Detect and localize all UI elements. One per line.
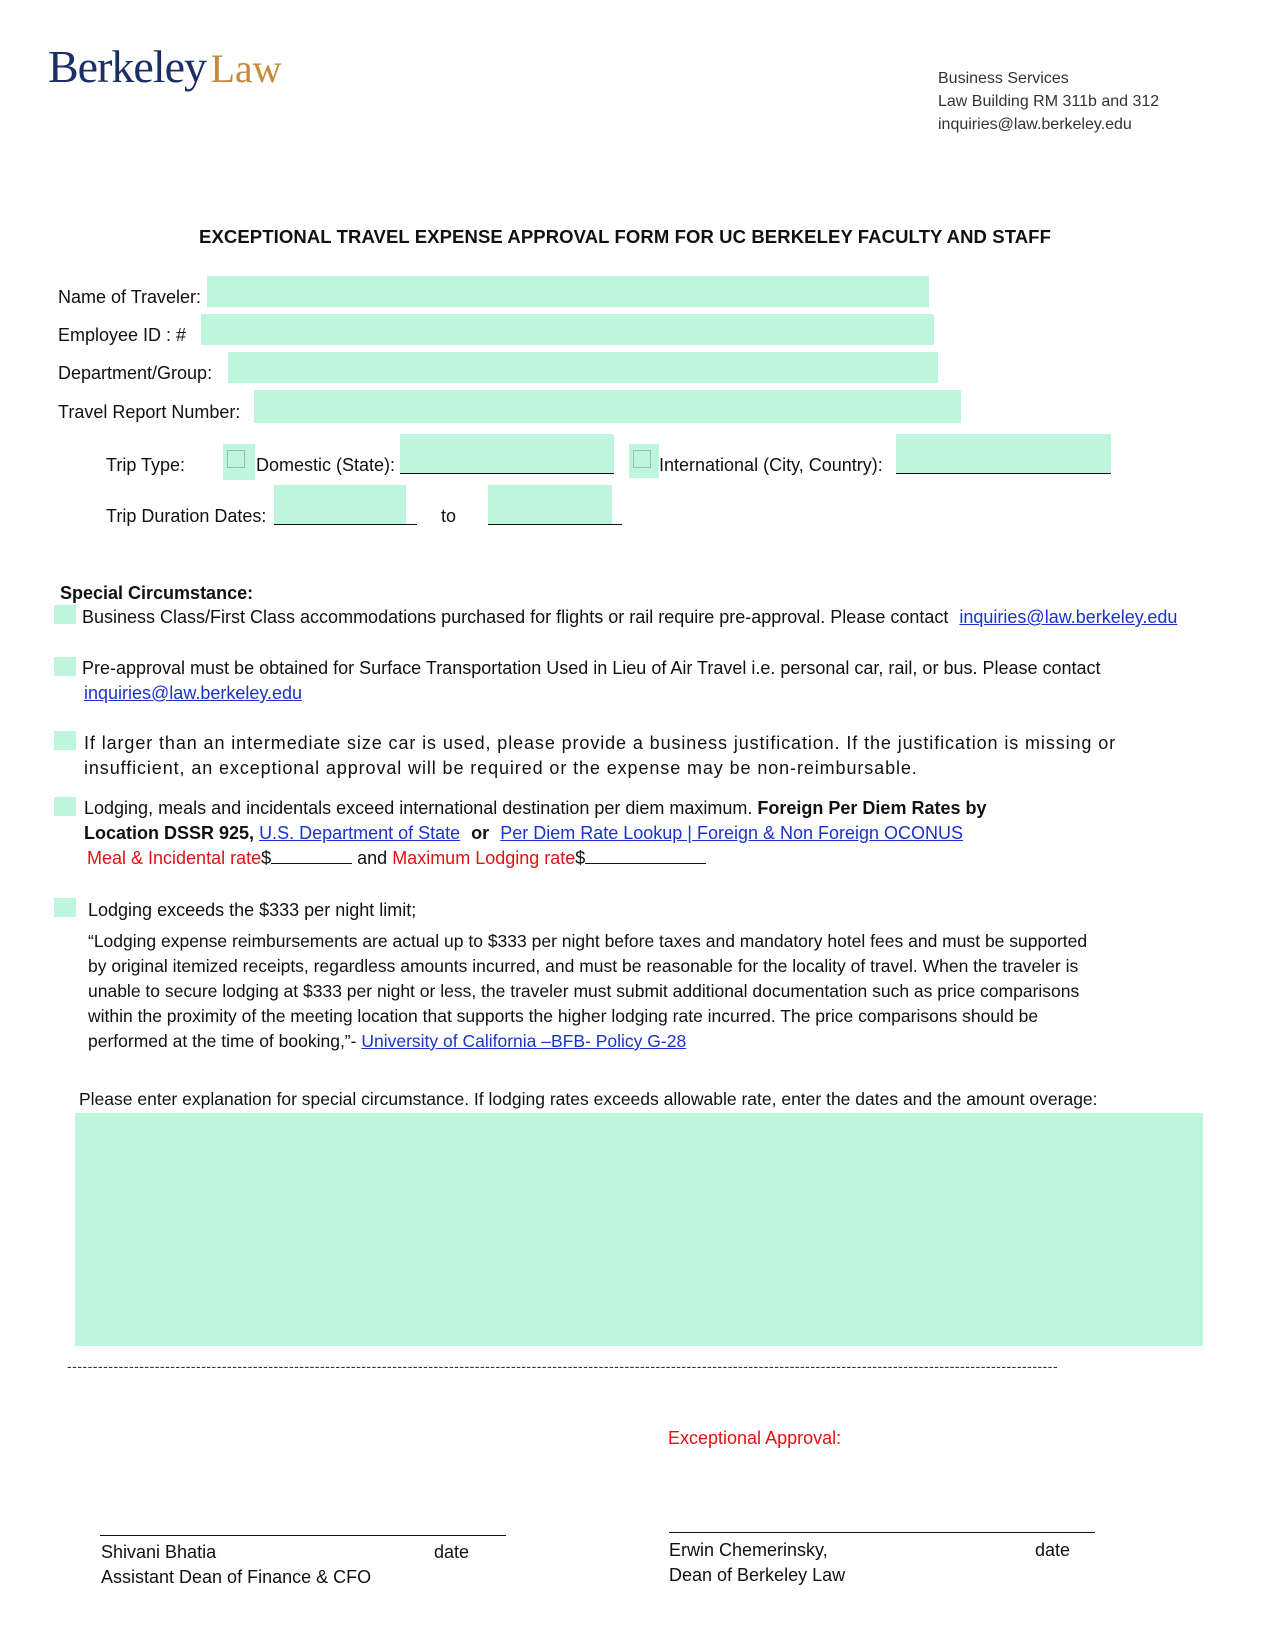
international-underline bbox=[896, 473, 1111, 474]
meal-incidental-blank[interactable] bbox=[271, 847, 352, 864]
signature-line-1[interactable] bbox=[100, 1535, 506, 1536]
cut-line-separator: ------------------------------------------------------------------------------------------------------------------------------------------------------------------------------------------------ bbox=[67, 1358, 1059, 1374]
larger-car-checkbox[interactable] bbox=[54, 731, 76, 750]
quote-line-3: unable to secure lodging at $333 per night or less, the traveler must submit additional documentation such as price comparisons bbox=[88, 981, 1080, 1001]
address-line-2: Law Building RM 311b and 312 bbox=[938, 93, 1160, 110]
lodging-limit-checkbox[interactable] bbox=[54, 898, 76, 917]
department-label: Department/Group: bbox=[58, 363, 213, 383]
per-diem-line-2 bbox=[84, 823, 963, 844]
lodging-dollar-sign: $ bbox=[575, 848, 586, 868]
per-diem-rate-lookup-link[interactable]: Per Diem Rate Lookup | Foreign & Non Foreign OCONUS bbox=[500, 823, 964, 843]
berkeley-law-logo bbox=[48, 40, 282, 93]
trip-end-date-field[interactable] bbox=[488, 485, 612, 525]
trip-start-date-field[interactable] bbox=[274, 485, 406, 525]
surface-transport-email-link[interactable]: inquiries@law.berkeley.edu bbox=[84, 683, 303, 703]
quote-line-1: “Lodging expense reimbursements are actual up to $333 per night before taxes and mandatory hotel fees and must be supported bbox=[88, 931, 1088, 951]
employee-id-field[interactable] bbox=[201, 314, 934, 345]
quote-line-4: within the proximity of the meeting location that supports the higher lodging rate incurred. The price comparisons should be bbox=[88, 1006, 1039, 1026]
address-line-1: Business Services bbox=[938, 70, 1069, 87]
international-label: International (City, Country): bbox=[659, 455, 883, 475]
domestic-state-field[interactable] bbox=[400, 434, 614, 474]
explanation-label: Please enter explanation for special circumstance. If lodging rates exceeds allowable rate, enter the dates and the amount overage: bbox=[79, 1089, 1098, 1109]
trip-start-underline bbox=[274, 524, 417, 525]
logo-word-berkeley: Berkeley bbox=[48, 41, 207, 92]
name-of-traveler-field[interactable] bbox=[207, 276, 929, 307]
signer-2-name: Erwin Chemerinsky, bbox=[669, 1540, 828, 1560]
travel-report-number-field[interactable] bbox=[254, 390, 961, 423]
per-diem-line-1 bbox=[84, 798, 986, 819]
per-diem-desc: Lodging, meals and incidentals exceed international destination per diem maximum. bbox=[84, 798, 753, 818]
trip-duration-label: Trip Duration Dates: bbox=[106, 506, 267, 526]
signer-1-name: Shivani Bhatia bbox=[101, 1542, 217, 1562]
international-city-field[interactable] bbox=[896, 434, 1111, 474]
us-department-of-state-link[interactable]: U.S. Department of State bbox=[259, 823, 461, 843]
checkbox-square-icon bbox=[227, 450, 245, 468]
per-diem-checkbox[interactable] bbox=[54, 797, 76, 816]
special-circumstance-heading: Special Circumstance: bbox=[60, 583, 254, 603]
explanation-textarea[interactable] bbox=[75, 1113, 1203, 1346]
meal-dollar-sign: $ bbox=[261, 848, 272, 868]
max-lodging-label: Maximum Lodging rate bbox=[392, 848, 576, 868]
quote-line-2: by original itemized receipts, regardless amounts incurred, and must be reasonable for the locality of travel. When the traveler is bbox=[88, 956, 1079, 976]
trip-end-underline bbox=[488, 524, 622, 525]
and-label: and bbox=[357, 848, 388, 868]
department-field[interactable] bbox=[228, 352, 938, 383]
lodging-policy-quote bbox=[88, 929, 1087, 1054]
checkbox-square-icon bbox=[633, 450, 651, 468]
domestic-checkbox[interactable] bbox=[223, 444, 255, 480]
domestic-label: Domestic (State): bbox=[256, 455, 396, 475]
surface-transport-checkbox[interactable] bbox=[54, 657, 76, 676]
signer-1-title: Assistant Dean of Finance & CFO bbox=[101, 1567, 372, 1587]
max-lodging-blank[interactable] bbox=[585, 847, 706, 864]
to-label: to bbox=[441, 506, 457, 526]
international-checkbox[interactable] bbox=[629, 444, 659, 478]
exceptional-approval-label: Exceptional Approval: bbox=[668, 1428, 842, 1448]
employee-id-label: Employee ID : # bbox=[58, 325, 187, 345]
travel-report-number-label: Travel Report Number: bbox=[58, 402, 241, 422]
form-title: EXCEPTIONAL TRAVEL EXPENSE APPROVAL FORM FOR UC BERKELEY FACULTY AND STAFF bbox=[199, 226, 1051, 247]
larger-car-line-1: If larger than an intermediate size car is used, please provide a business justification. If the justification is missing or bbox=[84, 733, 1117, 753]
meal-incidental-label: Meal & Incidental rate bbox=[87, 848, 262, 868]
business-class-email-link[interactable]: inquiries@law.berkeley.edu bbox=[959, 607, 1178, 627]
domestic-underline bbox=[400, 473, 614, 474]
signer-1-date-label: date bbox=[434, 1542, 470, 1562]
trip-type-label: Trip Type: bbox=[106, 455, 186, 475]
quote-line-5-text: performed at the time of booking,”- bbox=[88, 1031, 357, 1051]
lodging-limit-desc: Lodging exceeds the $333 per night limit; bbox=[88, 900, 417, 920]
surface-transport-desc: Pre-approval must be obtained for Surface Transportation Used in Lieu of Air Travel i.e. personal car, rail, or bus. Please contact bbox=[82, 658, 1101, 678]
larger-car-line-2: insufficient, an exceptional approval will be required or the expense may be non-reimbursable. bbox=[84, 758, 918, 778]
logo-word-law: Law bbox=[210, 46, 282, 91]
per-diem-or: or bbox=[471, 823, 490, 843]
quote-line-5 bbox=[88, 1029, 1087, 1054]
business-class-desc: Business Class/First Class accommodations purchased for flights or rail require pre-approval. Please contact bbox=[82, 607, 949, 627]
business-class-text bbox=[82, 607, 1177, 628]
per-diem-bold-1: Foreign Per Diem Rates by bbox=[757, 798, 987, 818]
name-of-traveler-label: Name of Traveler: bbox=[58, 287, 202, 307]
signature-line-2[interactable] bbox=[669, 1532, 1095, 1533]
address-line-3: inquiries@law.berkeley.edu bbox=[938, 116, 1132, 133]
per-diem-bold-2: Location DSSR 925, bbox=[84, 823, 255, 843]
signer-2-title: Dean of Berkeley Law bbox=[669, 1565, 846, 1585]
business-class-checkbox[interactable] bbox=[54, 605, 76, 624]
office-address bbox=[938, 67, 1159, 136]
signer-2-date-label: date bbox=[1035, 1540, 1071, 1560]
per-diem-rates-line bbox=[87, 847, 706, 869]
uc-policy-g28-link[interactable]: University of California –BFB- Policy G-28 bbox=[361, 1031, 687, 1051]
